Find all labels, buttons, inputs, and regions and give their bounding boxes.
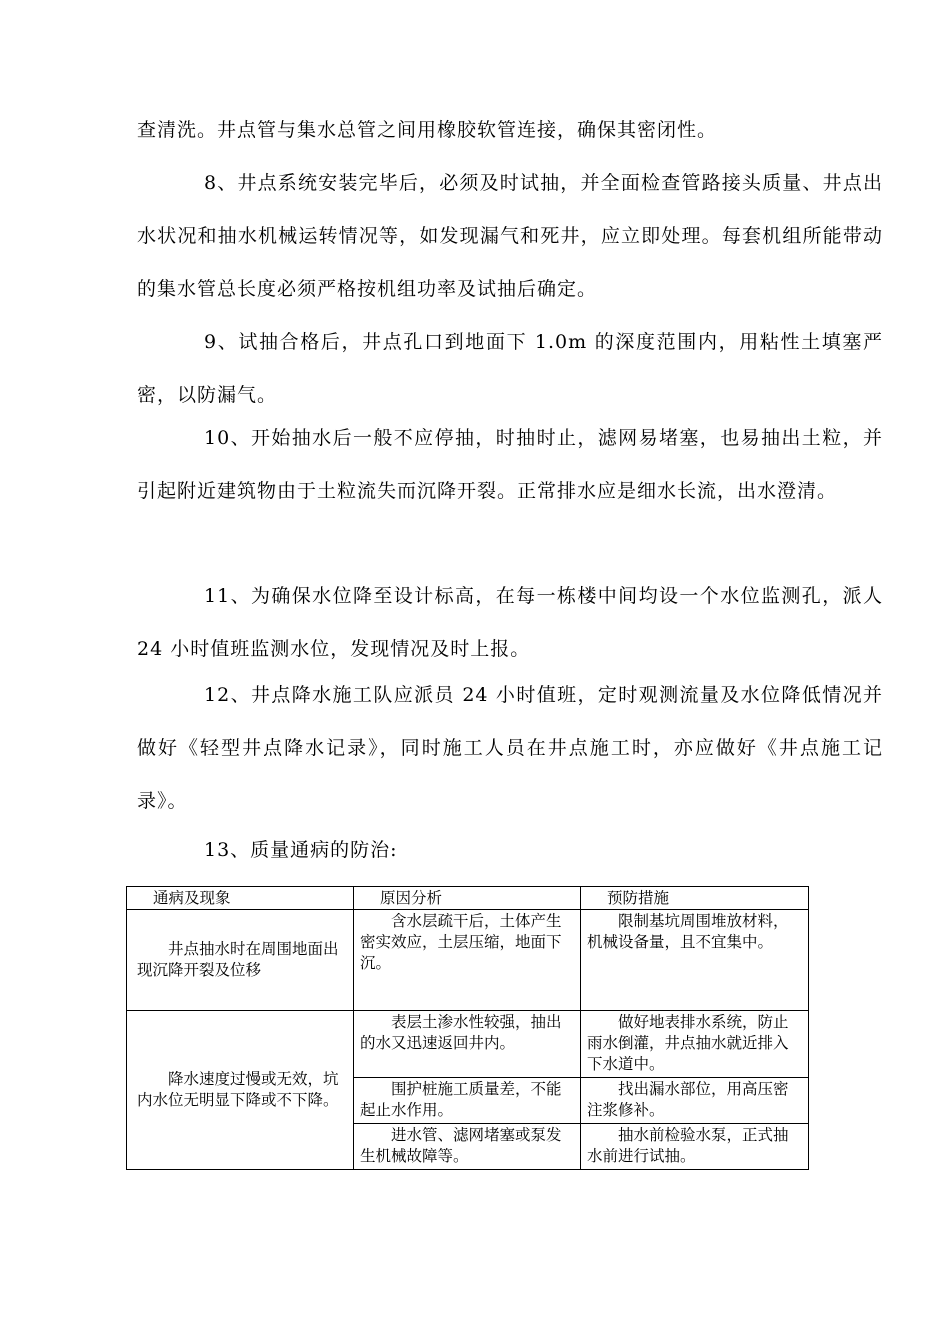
measure-cell: 找出漏水部位，用高压密注浆修补。	[581, 1078, 809, 1124]
measure-cell: 做好地表排水系统，防止雨水倒灌，井点抽水就近排入下水道中。	[581, 1011, 809, 1078]
quality-issues-table	[126, 886, 809, 1170]
paragraph-item-9: 9、试抽合格后，井点孔口到地面下 1.0m 的深度范围内，用粘性土填塞严密，以防漏气。	[137, 331, 883, 406]
measure-cell: 限制基坑周围堆放材料，机械设备量，且不宜集中。	[581, 910, 809, 1011]
symptom-cell: 降水速度过慢或无效，坑内水位无明显下降或不下降。	[127, 1011, 354, 1170]
measure-cell: 抽水前检验水泵，正式抽水前进行试抽。	[581, 1124, 809, 1170]
header-measure: 预防措施	[581, 887, 809, 910]
paragraph-item-8: 8、井点系统安装完毕后，必须及时试抽，并全面检查管路接头质量、井点出水状况和抽水机械运转情况等，如发现漏气和死井，应立即处理。每套机组所能带动的集水管总长度必须严格按机组功率及试抽后确定。	[137, 172, 883, 300]
cause-cell: 表层土渗水性较强，抽出的水又迅速返回井内。	[354, 1011, 581, 1078]
cause-cell: 含水层疏干后，土体产生密实效应，土层压缩，地面下沉。	[354, 910, 581, 1011]
paragraph-item-10: 10、开始抽水后一般不应停抽，时抽时止，滤网易堵塞，也易抽出土粒，并引起附近建筑物由于土粒流失而沉降开裂。正常排水应是细水长流，出水澄清。	[137, 427, 883, 502]
cause-cell: 围护桩施工质量差，不能起止水作用。	[354, 1078, 581, 1124]
table-row	[127, 910, 809, 1011]
paragraph-continuation: 查清洗。井点管与集水总管之间用橡胶软管连接，确保其密闭性。	[137, 119, 718, 141]
paragraph-item-13: 13、质量通病的防治:	[204, 839, 398, 861]
paragraph-item-12: 12、井点降水施工队应派员 24 小时值班，定时观测流量及水位降低情况并做好《轻型井点降水记录》，同时施工人员在井点施工时，亦应做好《井点施工记录》。	[137, 684, 883, 812]
table-row	[127, 1011, 809, 1078]
symptom-cell: 井点抽水时在周围地面出现沉降开裂及位移	[127, 910, 354, 1011]
cause-cell: 进水管、滤网堵塞或泵发生机械故障等。	[354, 1124, 581, 1170]
header-symptom: 通病及现象	[127, 887, 354, 910]
table-header-row	[127, 887, 809, 910]
quality-issues-table-wrapper	[126, 886, 808, 1170]
paragraph-item-11: 11、为确保水位降至设计标高，在每一栋楼中间均设一个水位监测孔，派人 24 小时值班监测水位，发现情况及时上报。	[137, 585, 883, 660]
header-cause: 原因分析	[354, 887, 581, 910]
